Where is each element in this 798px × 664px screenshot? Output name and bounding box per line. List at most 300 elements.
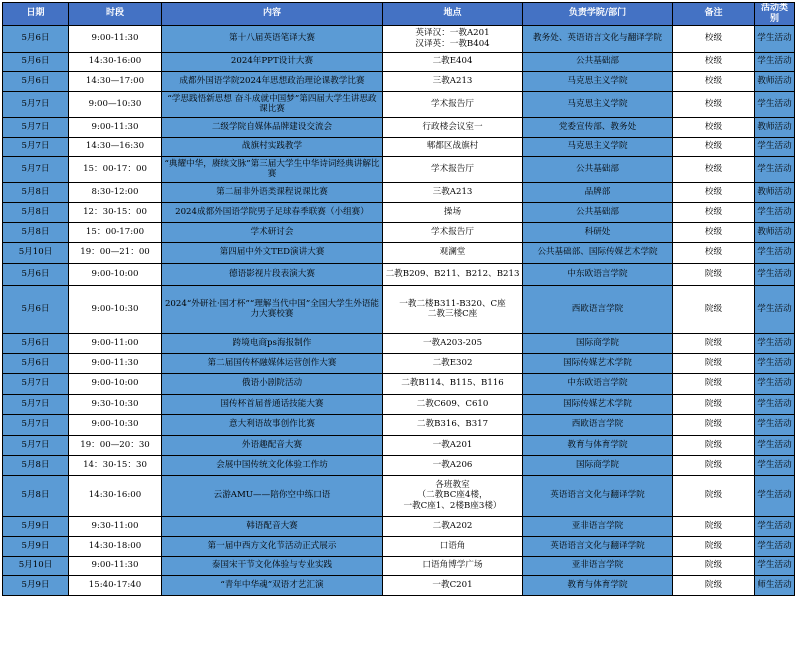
- location-cell: [383, 556, 523, 575]
- header-content: 内容: [162, 3, 383, 26]
- category-cell: [755, 202, 795, 222]
- category-cell-text: 学生活动: [757, 439, 792, 450]
- department-cell-text: 公共基础部: [576, 163, 619, 174]
- event-cell-text: 2024“外研社·国才杯”“理解当代中国”全国大学生外语能力大赛校赛: [164, 298, 380, 320]
- department-cell: [523, 52, 673, 71]
- time-cell: [69, 475, 162, 516]
- department-cell-text: 党委宣传部、教务处: [558, 121, 637, 132]
- location-cell: [383, 285, 523, 333]
- time-cell: [69, 536, 162, 556]
- category-cell: [755, 222, 795, 242]
- category-cell-text: 学生活动: [757, 357, 792, 368]
- category-cell: [755, 71, 795, 91]
- date-cell-text: 5月6日: [21, 357, 50, 368]
- category-cell-text: 学生活动: [757, 520, 792, 531]
- event-cell: [162, 455, 383, 475]
- department-cell: [523, 516, 673, 536]
- header-row: [3, 3, 795, 26]
- date-cell-text: 5月6日: [21, 56, 50, 67]
- level-cell-text: 校级: [704, 247, 723, 258]
- header-category: 活动类别: [755, 3, 795, 26]
- department-cell-text: 公共基础部: [576, 206, 619, 217]
- level-cell: [673, 435, 755, 455]
- header-location: 地点: [383, 3, 523, 26]
- location-cell-text: 二教E302: [432, 357, 473, 368]
- location-cell-text: 操场: [443, 206, 462, 217]
- department-cell: [523, 285, 673, 333]
- location-cell-text: 二教C609、C610: [416, 398, 489, 409]
- level-cell: [673, 182, 755, 202]
- department-cell: [523, 117, 673, 137]
- date-cell: [3, 516, 69, 536]
- category-cell-text: 学生活动: [757, 247, 792, 258]
- category-cell-text: 学生活动: [757, 268, 792, 279]
- department-cell-text: 西欧语言学院: [571, 303, 624, 314]
- category-cell: [755, 353, 795, 373]
- date-cell-text: 5月7日: [21, 163, 50, 174]
- event-cell-text: 第二届国传杯融媒体运营创作大赛: [207, 357, 337, 368]
- event-cell: [162, 71, 383, 91]
- table-row: [3, 556, 795, 575]
- location-cell-text: 一教A201: [432, 439, 473, 450]
- level-cell-text: 院级: [704, 337, 723, 348]
- time-cell: [69, 455, 162, 475]
- category-cell-text: 学生活动: [757, 540, 792, 551]
- event-cell: [162, 182, 383, 202]
- category-cell: [755, 516, 795, 536]
- time-cell-text: 19：00—21：00: [80, 247, 150, 258]
- department-cell: [523, 353, 673, 373]
- level-cell: [673, 52, 755, 71]
- table-row: [3, 333, 795, 353]
- level-cell: [673, 71, 755, 91]
- time-cell-text: 14:30-16:00: [88, 490, 142, 501]
- event-cell-text: 德语影视片段表演大赛: [229, 268, 315, 279]
- category-cell-text: 学生活动: [757, 419, 792, 430]
- time-cell-text: 9:00-10:30: [91, 419, 139, 430]
- table-row: [3, 394, 795, 414]
- table-row: [3, 455, 795, 475]
- category-cell: [755, 156, 795, 182]
- time-cell-text: 14：30-15：30: [83, 459, 147, 470]
- date-cell-text: 5月7日: [21, 439, 50, 450]
- date-cell-text: 5月6日: [21, 33, 50, 44]
- date-cell: [3, 25, 69, 52]
- table-row: [3, 222, 795, 242]
- department-cell: [523, 182, 673, 202]
- level-cell: [673, 156, 755, 182]
- level-cell-text: 院级: [704, 520, 723, 531]
- table-row: [3, 575, 795, 595]
- location-cell-text: 二教E404: [432, 56, 473, 67]
- event-cell: [162, 333, 383, 353]
- location-cell-text: 学术报告厅: [431, 226, 474, 237]
- category-cell: [755, 475, 795, 516]
- time-cell-text: 15:40-17:40: [88, 579, 142, 590]
- time-cell: [69, 222, 162, 242]
- location-cell-text: 口语角: [439, 540, 466, 551]
- event-cell-text: 外语趣配音大赛: [241, 439, 303, 450]
- level-cell: [673, 556, 755, 575]
- location-cell-text: 二教B114、B115、B116: [401, 378, 504, 389]
- time-cell: [69, 333, 162, 353]
- table-row: [3, 516, 795, 536]
- date-cell-text: 5月8日: [21, 226, 50, 237]
- department-cell: [523, 556, 673, 575]
- category-cell: [755, 285, 795, 333]
- time-cell: [69, 202, 162, 222]
- time-cell-text: 14:30-18:00: [88, 540, 142, 551]
- department-cell-text: 西欧语言学院: [571, 419, 624, 430]
- level-cell: [673, 285, 755, 333]
- category-cell-text: 学生活动: [757, 459, 792, 470]
- table-row: [3, 117, 795, 137]
- time-cell: [69, 91, 162, 117]
- location-cell: [383, 222, 523, 242]
- department-cell-text: 品牌部: [584, 186, 611, 197]
- date-cell-text: 5月8日: [21, 206, 50, 217]
- date-cell: [3, 536, 69, 556]
- table-row: [3, 137, 795, 156]
- date-cell: [3, 435, 69, 455]
- level-cell-text: 院级: [704, 303, 723, 314]
- level-cell-text: 校级: [704, 98, 723, 109]
- level-cell: [673, 242, 755, 263]
- level-cell-text: 院级: [704, 579, 723, 590]
- level-cell: [673, 455, 755, 475]
- time-cell: [69, 25, 162, 52]
- time-cell-text: 8:30-12:00: [91, 186, 139, 197]
- level-cell: [673, 222, 755, 242]
- category-cell: [755, 373, 795, 394]
- department-cell-text: 教育与体育学院: [567, 579, 628, 590]
- department-cell: [523, 333, 673, 353]
- category-cell: [755, 575, 795, 595]
- category-cell: [755, 52, 795, 71]
- time-cell: [69, 285, 162, 333]
- date-cell: [3, 353, 69, 373]
- time-cell: [69, 516, 162, 536]
- category-cell-text: 学生活动: [757, 560, 792, 571]
- location-cell-text: 英译汉：一教A201 汉译英：一教B404: [415, 28, 490, 49]
- date-cell: [3, 71, 69, 91]
- date-cell: [3, 156, 69, 182]
- header-date: 日期: [3, 3, 69, 26]
- level-cell-text: 校级: [704, 33, 723, 44]
- category-cell-text: 学生活动: [757, 141, 792, 152]
- date-cell-text: 5月10日: [18, 247, 53, 258]
- time-cell-text: 19：00—20：30: [80, 439, 150, 450]
- date-cell: [3, 263, 69, 285]
- event-cell-text: 学术研讨会: [250, 226, 294, 237]
- event-cell-text: 第一届中西方文化节活动正式展示: [207, 540, 337, 551]
- table-row: [3, 414, 795, 435]
- time-cell: [69, 373, 162, 394]
- date-cell-text: 5月6日: [21, 75, 50, 86]
- location-cell: [383, 137, 523, 156]
- table-row: [3, 71, 795, 91]
- department-cell: [523, 435, 673, 455]
- department-cell: [523, 202, 673, 222]
- table-row: [3, 156, 795, 182]
- time-cell: [69, 52, 162, 71]
- category-cell-text: 师生活动: [757, 579, 792, 590]
- level-cell: [673, 137, 755, 156]
- location-cell: [383, 414, 523, 435]
- event-cell: [162, 556, 383, 575]
- time-cell: [69, 117, 162, 137]
- level-cell: [673, 263, 755, 285]
- table-row: [3, 242, 795, 263]
- department-cell: [523, 455, 673, 475]
- level-cell: [673, 353, 755, 373]
- time-cell: [69, 137, 162, 156]
- location-cell: [383, 516, 523, 536]
- table-row: [3, 536, 795, 556]
- department-cell: [523, 222, 673, 242]
- location-cell: [383, 435, 523, 455]
- date-cell-text: 5月7日: [21, 141, 50, 152]
- event-cell-text: 跨境电商ps海报制作: [232, 337, 312, 348]
- level-cell-text: 校级: [704, 56, 723, 67]
- event-cell-text: “典耀中华，赓续文脉”第三届大学生中华诗词经典讲解比赛: [164, 158, 380, 180]
- time-cell-text: 9:30-11:00: [91, 520, 139, 531]
- location-cell: [383, 242, 523, 263]
- event-cell-text: “学思践悟新思想 奋斗成就中国梦”第四届大学生讲思政课比赛: [167, 93, 377, 115]
- date-cell: [3, 242, 69, 263]
- time-cell-text: 9:00-10:00: [91, 268, 139, 279]
- time-cell: [69, 353, 162, 373]
- level-cell-text: 校级: [704, 226, 723, 237]
- event-cell: [162, 353, 383, 373]
- event-cell-text: 韩语配音大赛: [246, 520, 298, 531]
- category-cell: [755, 182, 795, 202]
- level-cell: [673, 516, 755, 536]
- event-cell: [162, 285, 383, 333]
- date-cell: [3, 182, 69, 202]
- level-cell-text: 校级: [704, 186, 723, 197]
- event-cell-text: 第十八届英语笔译大赛: [229, 33, 315, 44]
- category-cell-text: 教师活动: [757, 226, 792, 237]
- time-cell-text: 14:30-16:00: [88, 56, 142, 67]
- level-cell-text: 院级: [704, 459, 723, 470]
- date-cell-text: 5月7日: [21, 121, 50, 132]
- department-cell-text: 国际传媒艺术学院: [563, 357, 632, 368]
- table-row: [3, 52, 795, 71]
- table-row: [3, 353, 795, 373]
- level-cell: [673, 25, 755, 52]
- event-cell: [162, 202, 383, 222]
- date-cell: [3, 285, 69, 333]
- date-cell: [3, 373, 69, 394]
- time-cell: [69, 556, 162, 575]
- location-cell-text: 三教A213: [432, 186, 473, 197]
- level-cell: [673, 373, 755, 394]
- category-cell: [755, 455, 795, 475]
- level-cell-text: 校级: [704, 206, 723, 217]
- location-cell-text: 二教A202: [432, 520, 473, 531]
- category-cell: [755, 242, 795, 263]
- level-cell-text: 院级: [704, 540, 723, 551]
- time-cell-text: 9:00-11:30: [91, 560, 139, 571]
- level-cell: [673, 394, 755, 414]
- time-cell-text: 15：00-17：00: [83, 163, 147, 174]
- event-cell-text: 2024年PPT设计大赛: [230, 56, 314, 67]
- time-cell: [69, 394, 162, 414]
- location-cell: [383, 455, 523, 475]
- date-cell: [3, 91, 69, 117]
- department-cell-text: 亚非语言学院: [571, 560, 624, 571]
- category-cell-text: 学生活动: [757, 206, 792, 217]
- department-cell-text: 公共基础部、国际传媒艺术学院: [537, 247, 658, 258]
- date-cell-text: 5月8日: [21, 186, 50, 197]
- department-cell: [523, 394, 673, 414]
- category-cell-text: 教师活动: [757, 186, 792, 197]
- level-cell-text: 校级: [704, 163, 723, 174]
- event-cell: [162, 414, 383, 435]
- time-cell: [69, 263, 162, 285]
- category-cell-text: 学生活动: [757, 98, 792, 109]
- department-cell-text: 公共基础部: [576, 56, 619, 67]
- location-cell: [383, 353, 523, 373]
- date-cell-text: 5月7日: [21, 419, 50, 430]
- time-cell-text: 12：30-15：00: [83, 206, 147, 217]
- header-time: 时段: [69, 3, 162, 26]
- department-cell-text: 教育与体育学院: [567, 439, 628, 450]
- department-cell: [523, 263, 673, 285]
- time-cell-text: 9:30-10:30: [91, 398, 139, 409]
- event-cell: [162, 52, 383, 71]
- department-cell-text: 科研处: [584, 226, 611, 237]
- time-cell-text: 9:00-10:30: [91, 303, 139, 314]
- location-cell: [383, 394, 523, 414]
- location-cell-text: 一教A203-205: [422, 337, 483, 348]
- date-cell-text: 5月10日: [18, 560, 53, 571]
- category-cell: [755, 263, 795, 285]
- time-cell-text: 9:00-10:00: [91, 378, 139, 389]
- time-cell-text: 14:30—17:00: [85, 75, 145, 86]
- department-cell-text: 马克思主义学院: [567, 75, 628, 86]
- header-note: 备注: [673, 3, 755, 26]
- department-cell: [523, 475, 673, 516]
- date-cell-text: 5月7日: [21, 398, 50, 409]
- date-cell: [3, 52, 69, 71]
- category-cell-text: 学生活动: [757, 163, 792, 174]
- level-cell-text: 校级: [704, 75, 723, 86]
- table-row: [3, 285, 795, 333]
- department-cell: [523, 414, 673, 435]
- level-cell-text: 院级: [704, 398, 723, 409]
- level-cell-text: 院级: [704, 268, 723, 279]
- level-cell-text: 院级: [704, 378, 723, 389]
- event-cell: [162, 516, 383, 536]
- date-cell-text: 5月6日: [21, 268, 50, 279]
- category-cell-text: 学生活动: [757, 378, 792, 389]
- date-cell: [3, 222, 69, 242]
- time-cell-text: 15：00-17:00: [85, 226, 145, 237]
- location-cell: [383, 52, 523, 71]
- level-cell-text: 院级: [704, 490, 723, 501]
- time-cell: [69, 182, 162, 202]
- date-cell-text: 5月6日: [21, 303, 50, 314]
- header-department: 负责学院/部门: [523, 3, 673, 26]
- date-cell-text: 5月7日: [21, 98, 50, 109]
- department-cell: [523, 156, 673, 182]
- event-cell-text: 战旗村实践教学: [241, 141, 303, 152]
- location-cell: [383, 156, 523, 182]
- location-cell-text: 观澜堂: [439, 247, 466, 258]
- event-cell: [162, 435, 383, 455]
- department-cell: [523, 91, 673, 117]
- event-cell-text: 第二届非外语类课程说课比赛: [216, 186, 328, 197]
- table-row: [3, 182, 795, 202]
- location-cell: [383, 373, 523, 394]
- event-cell: [162, 25, 383, 52]
- category-cell: [755, 91, 795, 117]
- time-cell-text: 14:30—16:30: [85, 141, 145, 152]
- department-cell-text: 马克思主义学院: [567, 141, 628, 152]
- event-cell: [162, 373, 383, 394]
- date-cell-text: 5月9日: [21, 540, 50, 551]
- category-cell: [755, 333, 795, 353]
- location-cell-text: 各班教室 （二教BC座4楼， 一教C座1、2楼B座3楼）: [403, 480, 502, 511]
- department-cell-text: 中东欧语言学院: [567, 378, 628, 389]
- event-cell-text: 云游AMU——陪你空中练口语: [213, 490, 331, 501]
- event-cell: [162, 222, 383, 242]
- event-cell-text: 2024成都外国语学院男子足球春季联赛（小组赛）: [175, 206, 369, 217]
- department-cell-text: 国际商学院: [576, 459, 619, 470]
- category-cell-text: 学生活动: [757, 490, 792, 501]
- department-cell-text: 亚非语言学院: [571, 520, 624, 531]
- category-cell-text: 教师活动: [757, 121, 792, 132]
- time-cell-text: 9:00—10:30: [88, 98, 142, 109]
- date-cell-text: 5月6日: [21, 337, 50, 348]
- level-cell-text: 校级: [704, 141, 723, 152]
- department-cell-text: 英语语言文化与翻译学院: [550, 490, 645, 501]
- category-cell: [755, 414, 795, 435]
- date-cell: [3, 333, 69, 353]
- event-cell: [162, 117, 383, 137]
- date-cell: [3, 475, 69, 516]
- date-cell: [3, 556, 69, 575]
- department-cell: [523, 575, 673, 595]
- department-cell: [523, 536, 673, 556]
- event-cell-text: 会展中国传统文化体验工作坊: [216, 459, 328, 470]
- department-cell-text: 英语语言文化与翻译学院: [550, 540, 645, 551]
- time-cell-text: 9:00-11:30: [91, 33, 139, 44]
- event-cell: [162, 394, 383, 414]
- category-cell-text: 学生活动: [757, 56, 792, 67]
- location-cell-text: 一教二楼B311-B320、C座 二教三楼C座: [399, 298, 506, 320]
- date-cell: [3, 414, 69, 435]
- location-cell: [383, 71, 523, 91]
- location-cell: [383, 182, 523, 202]
- event-cell-text: 第四届中外文TED演讲大赛: [219, 247, 325, 258]
- event-cell-text: 国传杯首届普通话技能大赛: [220, 398, 324, 409]
- level-cell-text: 院级: [704, 419, 723, 430]
- date-cell: [3, 394, 69, 414]
- department-cell: [523, 25, 673, 52]
- location-cell: [383, 475, 523, 516]
- department-cell: [523, 137, 673, 156]
- event-cell: [162, 475, 383, 516]
- department-cell-text: 国际商学院: [576, 337, 619, 348]
- location-cell-text: 二教B316、B317: [416, 419, 489, 430]
- location-cell-text: 行政楼会议室一: [422, 121, 483, 132]
- schedule-body: [3, 25, 795, 595]
- location-cell-text: 口语角博学广场: [422, 560, 483, 571]
- level-cell: [673, 202, 755, 222]
